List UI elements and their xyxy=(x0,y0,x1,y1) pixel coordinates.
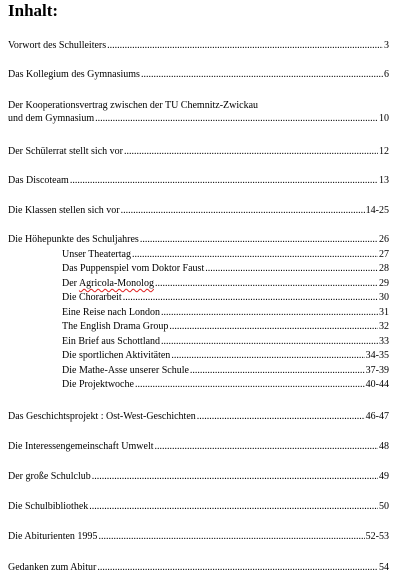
toc-entry-kollegium xyxy=(8,68,389,81)
toc-page-number: 28 xyxy=(379,263,389,274)
toc-page-number: 29 xyxy=(379,278,389,289)
toc-entry-text xyxy=(62,277,154,290)
toc-entry-text: Das Discoteam xyxy=(8,175,69,186)
toc-leader-dots xyxy=(70,174,378,187)
toc-entry-text: Das Geschichtsprojekt : Ost-West-Geschichten xyxy=(8,411,196,422)
toc-entry-text: Das Puppenspiel vom Doktor Faust xyxy=(62,263,205,274)
toc-entry-text: Unser Theatertag xyxy=(62,249,131,260)
toc-leader-dots xyxy=(141,68,383,81)
toc-entry-text: Ein Brief aus Schottland xyxy=(62,336,161,347)
toc-entry-text: Die Projektwoche xyxy=(62,379,134,390)
toc-entry-schuelerrat xyxy=(8,145,389,158)
toc-page-number: 32 xyxy=(379,321,389,332)
toc-leader-dots xyxy=(97,561,378,574)
toc-page-number: 26 xyxy=(379,234,389,245)
toc-page-number: 33 xyxy=(379,336,389,347)
spellcheck-marked-word: Agricola-Monolog xyxy=(78,278,154,289)
toc-entry-row xyxy=(8,112,389,125)
toc-entry-geschichte xyxy=(8,410,389,423)
toc-leader-dots xyxy=(161,335,378,348)
toc-entry-text-prefix: Der xyxy=(62,278,79,289)
toc-entry-text: Der große Schulclub xyxy=(8,471,91,482)
toc-leader-dots xyxy=(98,530,364,543)
toc-leader-dots xyxy=(135,378,365,391)
toc-entry-umwelt xyxy=(8,440,389,453)
toc-entry-kooperation xyxy=(8,99,389,125)
toc-page-number: 50 xyxy=(379,501,389,512)
toc-leader-dots xyxy=(121,204,365,217)
toc-entry-text: Vorwort des Schulleiters xyxy=(8,40,107,51)
toc-page-number: 13 xyxy=(379,175,389,186)
toc-subentry xyxy=(62,262,389,275)
toc-entry-text: Die Schulbibliothek xyxy=(8,501,89,512)
toc-entry-text: Gedanken zum Abitur xyxy=(8,562,97,573)
toc-subentry xyxy=(62,306,389,319)
toc-subentry xyxy=(62,364,389,377)
toc-entry-text: Die Interessengemeinschaft Umwelt xyxy=(8,441,154,452)
toc-subentry xyxy=(62,378,389,391)
toc-entry-text: Der Schülerrat stellt sich vor xyxy=(8,146,123,157)
toc-subentry xyxy=(62,335,389,348)
toc-entry-schulclub xyxy=(8,470,389,483)
toc-entry-text: Die Chorarbeit xyxy=(62,292,122,303)
toc-leader-dots xyxy=(155,440,378,453)
toc-subentry xyxy=(62,320,389,333)
toc-leader-dots xyxy=(171,349,364,362)
toc-leader-dots xyxy=(124,145,378,158)
toc-entry-disco xyxy=(8,174,389,187)
toc-entry-text: Die Klassen stellen sich vor xyxy=(8,205,120,216)
toc-entry-bibliothek xyxy=(8,500,389,513)
toc-leader-dots xyxy=(197,410,365,423)
toc-leader-dots xyxy=(123,291,378,304)
toc-page-number: 40-44 xyxy=(365,379,389,390)
toc-page-number: 31 xyxy=(379,307,389,318)
toc-entry-text: Die Mathe-Asse unserer Schule xyxy=(62,365,189,376)
toc-page-number: 6 xyxy=(384,69,389,80)
toc-page-number: 3 xyxy=(384,40,389,51)
toc-page-number: 14-25 xyxy=(365,205,389,216)
toc-page-number: 12 xyxy=(379,146,389,157)
toc-entry-text-line2: und dem Gymnasium xyxy=(8,113,95,124)
toc-page-number: 27 xyxy=(379,249,389,260)
toc-page-number: 10 xyxy=(379,113,389,124)
toc-entry-text-line1: Der Kooperationsvertrag zwischen der TU Chemnitz-Zwickau xyxy=(8,100,259,111)
toc-subentry xyxy=(62,277,389,290)
toc-entry-text: Das Kollegium des Gymnasiums xyxy=(8,69,140,80)
page-title: Inhalt: xyxy=(8,1,59,20)
toc-leader-dots xyxy=(107,39,383,52)
toc-leader-dots xyxy=(89,500,378,513)
toc-subentry xyxy=(62,349,389,362)
toc-leader-dots xyxy=(140,233,378,246)
toc-page-number: 37-39 xyxy=(365,365,389,376)
toc-subentry xyxy=(62,291,389,304)
toc-subentry xyxy=(62,248,389,261)
toc-page-number: 54 xyxy=(379,562,389,573)
toc-leader-dots xyxy=(132,248,378,261)
toc-entry-gedanken xyxy=(8,561,389,574)
toc-page-number: 30 xyxy=(379,292,389,303)
toc-leader-dots xyxy=(95,112,378,125)
toc-entry-text: The English Drama Group xyxy=(62,321,169,332)
toc-leader-dots xyxy=(205,262,378,275)
toc-leader-dots xyxy=(155,277,378,290)
toc-leader-dots xyxy=(161,306,378,319)
toc-entry-abiturienten xyxy=(8,530,389,543)
toc-leader-dots xyxy=(190,364,365,377)
toc-entry-text: Die Abiturienten 1995 xyxy=(8,531,98,542)
toc-entry-text: Die Höhepunkte des Schuljahres xyxy=(8,234,139,245)
toc-page-number: 48 xyxy=(379,441,389,452)
toc-entry-text: Die sportlichen Aktivitäten xyxy=(62,350,171,361)
toc-page-number: 52-53 xyxy=(365,531,389,542)
toc-leader-dots xyxy=(169,320,378,333)
toc-entry-klassen xyxy=(8,204,389,217)
toc-leader-dots xyxy=(92,470,378,483)
toc-entry-hoehepunkte xyxy=(8,233,389,246)
toc-entry-text: Eine Reise nach London xyxy=(62,307,161,318)
toc-page-number: 49 xyxy=(379,471,389,482)
toc-entry-vorwort xyxy=(8,39,389,52)
toc-page-number: 34-35 xyxy=(365,350,389,361)
toc-page-number: 46-47 xyxy=(365,411,389,422)
